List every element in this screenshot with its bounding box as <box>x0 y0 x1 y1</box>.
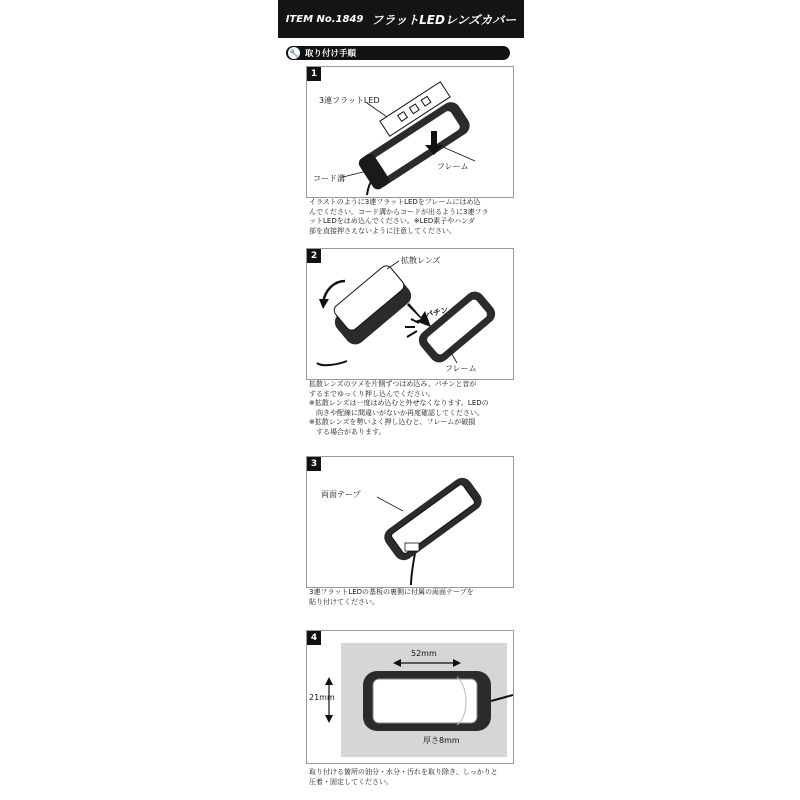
description-line: する場合があります。 <box>309 427 386 436</box>
step-4-description <box>309 768 515 787</box>
step-3-illustration <box>307 457 513 587</box>
step-2-illustration <box>307 249 513 379</box>
step-2-panel <box>306 248 514 380</box>
description-line: ットLEDをはめ込んでください。※LED素子やハンダ <box>309 217 476 225</box>
description-line: んでください。コード溝からコードが出るように3連フラ <box>309 207 489 216</box>
product-header <box>278 0 524 38</box>
section-title-bar <box>286 46 510 60</box>
wrench-icon: 🔧 <box>289 48 299 58</box>
led-label: 3連フラットLED <box>319 96 380 105</box>
instruction-column <box>278 0 524 800</box>
step-1-panel <box>306 66 514 198</box>
section-title: 取り付け手順 <box>305 49 357 59</box>
description-line: ※拡散レンズは一度はめ込むと外せなくなります。LEDの <box>309 399 489 407</box>
frame-label: フレーム <box>445 364 477 373</box>
lens-label: 拡散レンズ <box>401 256 441 265</box>
description-line: イラストのように3連フラットLEDをフレームにはめ込 <box>309 198 481 206</box>
step-number: 4 <box>307 631 321 645</box>
description-line: するまでゆっくり押し込んでください。 <box>309 389 435 398</box>
description-line: 圧着・固定してください。 <box>309 777 393 786</box>
product-title: フラットLEDレンズカバー <box>371 12 517 27</box>
cord-groove-label: コード溝 <box>313 174 345 183</box>
description-line: 拡散レンズのツメを片側ずつはめ込み、パチンと音が <box>309 380 477 388</box>
step-number: 3 <box>307 457 321 471</box>
description-line: 取り付ける箇所の油分・水分・汚れを取り除き、しっかりと <box>309 768 498 776</box>
step-3-panel <box>306 456 514 588</box>
description-line: 向きや配線に間違いがないか再度確認してください。 <box>309 408 484 417</box>
step-1-description <box>309 198 515 236</box>
description-line: 貼り付けてください。 <box>309 597 379 606</box>
description-line: ※拡散レンズを勢いよく押し込むと、フレームが破損 <box>309 418 476 426</box>
step-4-illustration <box>307 631 513 763</box>
description-line: 3連フラットLEDの基板の裏側に付属の両面テープを <box>309 588 474 596</box>
description-line: 部を直接押さえないように注意してください。 <box>309 226 456 235</box>
snap-label: パチン <box>424 305 450 320</box>
step-2-description <box>309 380 515 437</box>
step-4-panel <box>306 630 514 764</box>
step-number: 1 <box>307 67 321 81</box>
step-3-description <box>309 588 515 607</box>
thickness-label: 厚さ8mm <box>423 736 460 745</box>
item-number: ITEM No.1849 <box>285 13 364 25</box>
tape-label: 両面テープ <box>321 490 361 499</box>
frame-label: フレーム <box>437 162 469 171</box>
step-number: 2 <box>307 249 321 263</box>
width-dimension-label: 52mm <box>411 649 437 658</box>
height-dimension-label: 21mm <box>309 693 335 702</box>
